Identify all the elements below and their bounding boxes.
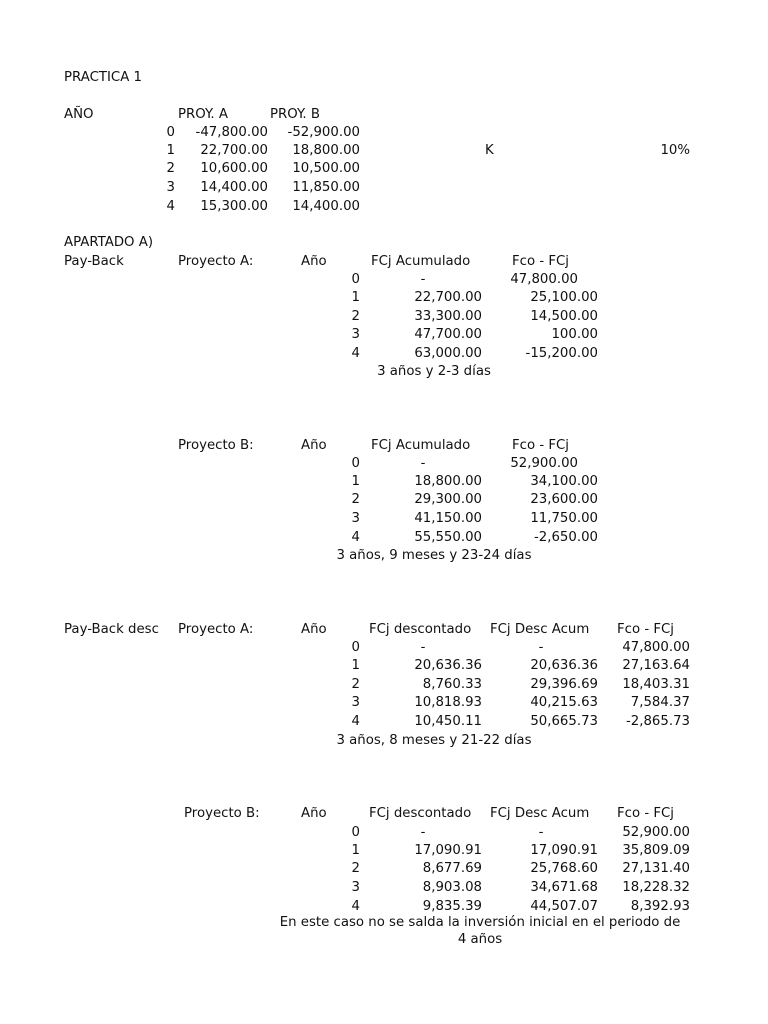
col-header-remaining: Fco - FCj bbox=[617, 622, 674, 637]
discounted-cell: 10,818.93 bbox=[414, 695, 482, 710]
remaining-cell: -2,650.00 bbox=[533, 530, 598, 545]
payback-desc-result-line-1: En este caso no se salda la inversión inicial en el periodo de bbox=[279, 915, 681, 930]
project-b-label: Proyecto B: bbox=[184, 806, 260, 821]
year-cell: 1 bbox=[351, 843, 360, 858]
proy-a-cell: 15,300.00 bbox=[200, 199, 268, 214]
remaining-cell: 18,228.32 bbox=[622, 880, 690, 895]
project-b-label: Proyecto B: bbox=[178, 438, 254, 453]
col-header-discounted-cumulative: FCj Desc Acum bbox=[490, 806, 590, 821]
payback-label: Pay-Back bbox=[64, 254, 124, 269]
discounted-cell: 17,090.91 bbox=[414, 843, 482, 858]
year-cell: 0 bbox=[351, 456, 360, 471]
discounted-cumulative-cell: 44,507.07 bbox=[530, 899, 598, 914]
cumulative-cell: 55,550.00 bbox=[414, 530, 482, 545]
discounted-cumulative-cell: 17,090.91 bbox=[530, 843, 598, 858]
year-cell: 2 bbox=[351, 677, 360, 692]
year-cell: 1 bbox=[351, 474, 360, 489]
year-cell: 1 bbox=[166, 143, 175, 158]
remaining-cell: 18,403.31 bbox=[622, 677, 690, 692]
remaining-cell: 23,600.00 bbox=[530, 492, 598, 507]
year-cell: 3 bbox=[351, 511, 360, 526]
discounted-cumulative-cell: - bbox=[538, 640, 544, 655]
discount-rate-label: K bbox=[485, 143, 494, 158]
cumulative-cell: 18,800.00 bbox=[414, 474, 482, 489]
remaining-cell: 7,584.37 bbox=[630, 695, 690, 710]
col-header-year: AÑO bbox=[64, 107, 94, 122]
discounted-cell: - bbox=[420, 825, 426, 840]
section-heading: APARTADO A) bbox=[64, 235, 154, 250]
year-cell: 3 bbox=[351, 695, 360, 710]
year-cell: 2 bbox=[351, 861, 360, 876]
proy-b-cell: 10,500.00 bbox=[292, 161, 360, 176]
proy-b-cell: -52,900.00 bbox=[287, 125, 360, 140]
project-a-label: Proyecto A: bbox=[178, 254, 254, 269]
year-cell: 0 bbox=[351, 825, 360, 840]
col-header-discounted-cumulative: FCj Desc Acum bbox=[490, 622, 590, 637]
payback-desc-label: Pay-Back desc bbox=[64, 622, 159, 637]
proy-a-cell: -47,800.00 bbox=[195, 125, 268, 140]
cumulative-cell: 22,700.00 bbox=[414, 290, 482, 305]
year-cell: 1 bbox=[351, 658, 360, 673]
year-cell: 0 bbox=[351, 272, 360, 287]
remaining-cell: 11,750.00 bbox=[530, 511, 598, 526]
cumulative-cell: - bbox=[420, 456, 426, 471]
payback-desc-result-line-2: 4 años bbox=[457, 932, 503, 947]
project-a-label: Proyecto A: bbox=[178, 622, 254, 637]
col-header-year: Año bbox=[301, 438, 327, 453]
col-header-remaining: Fco - FCj bbox=[617, 806, 674, 821]
discounted-cell: 8,760.33 bbox=[422, 677, 482, 692]
discounted-cumulative-cell: 40,215.63 bbox=[530, 695, 598, 710]
year-cell: 2 bbox=[351, 309, 360, 324]
cumulative-cell: - bbox=[420, 272, 426, 287]
year-cell: 4 bbox=[351, 899, 360, 914]
proy-b-cell: 14,400.00 bbox=[292, 199, 360, 214]
cumulative-cell: 41,150.00 bbox=[414, 511, 482, 526]
remaining-cell: 27,131.40 bbox=[622, 861, 690, 876]
year-cell: 2 bbox=[166, 161, 175, 176]
discounted-cell: 10,450.11 bbox=[414, 714, 482, 729]
discounted-cumulative-cell: 29,396.69 bbox=[530, 677, 598, 692]
remaining-cell: 52,900.00 bbox=[622, 825, 690, 840]
remaining-cell: 25,100.00 bbox=[530, 290, 598, 305]
proy-b-cell: 18,800.00 bbox=[292, 143, 360, 158]
col-header-discounted: FCj descontado bbox=[369, 806, 472, 821]
col-header-cumulative: FCj Acumulado bbox=[371, 438, 471, 453]
cumulative-cell: 47,700.00 bbox=[414, 327, 482, 342]
col-header-year: Año bbox=[301, 806, 327, 821]
year-cell: 3 bbox=[351, 327, 360, 342]
cumulative-cell: 33,300.00 bbox=[414, 309, 482, 324]
remaining-cell: 34,100.00 bbox=[530, 474, 598, 489]
col-header-cumulative: FCj Acumulado bbox=[371, 254, 471, 269]
remaining-cell: 47,800.00 bbox=[510, 272, 578, 287]
cumulative-cell: 29,300.00 bbox=[414, 492, 482, 507]
discounted-cell: 9,835.39 bbox=[422, 899, 482, 914]
payback-result: 3 años y 2-3 días bbox=[377, 364, 491, 379]
proy-a-cell: 14,400.00 bbox=[200, 180, 268, 195]
discount-rate-value: 10% bbox=[660, 143, 690, 158]
col-header-discounted: FCj descontado bbox=[369, 622, 472, 637]
remaining-cell: 100.00 bbox=[551, 327, 598, 342]
discounted-cell: 8,903.08 bbox=[422, 880, 482, 895]
year-cell: 1 bbox=[351, 290, 360, 305]
remaining-cell: -15,200.00 bbox=[525, 346, 598, 361]
col-header-proy-a: PROY. A bbox=[178, 107, 228, 122]
remaining-cell: 47,800.00 bbox=[622, 640, 690, 655]
year-cell: 2 bbox=[351, 492, 360, 507]
discounted-cumulative-cell: 25,768.60 bbox=[530, 861, 598, 876]
col-header-year: Año bbox=[301, 622, 327, 637]
year-cell: 4 bbox=[351, 346, 360, 361]
remaining-cell: 14,500.00 bbox=[530, 309, 598, 324]
col-header-remaining: Fco - FCj bbox=[512, 254, 569, 269]
col-header-remaining: Fco - FCj bbox=[512, 438, 569, 453]
year-cell: 0 bbox=[351, 640, 360, 655]
remaining-cell: 8,392.93 bbox=[630, 899, 690, 914]
proy-a-cell: 10,600.00 bbox=[200, 161, 268, 176]
payback-result: 3 años, 9 meses y 23-24 días bbox=[336, 548, 532, 563]
proy-a-cell: 22,700.00 bbox=[200, 143, 268, 158]
remaining-cell: 52,900.00 bbox=[510, 456, 578, 471]
year-cell: 3 bbox=[351, 880, 360, 895]
remaining-cell: 27,163.64 bbox=[622, 658, 690, 673]
year-cell: 0 bbox=[166, 125, 175, 140]
page-title: PRACTICA 1 bbox=[64, 70, 142, 85]
year-cell: 4 bbox=[166, 199, 175, 214]
remaining-cell: 35,809.09 bbox=[622, 843, 690, 858]
discounted-cell: 8,677.69 bbox=[422, 861, 482, 876]
proy-b-cell: 11,850.00 bbox=[292, 180, 360, 195]
discounted-cumulative-cell: 50,665.73 bbox=[530, 714, 598, 729]
year-cell: 3 bbox=[166, 180, 175, 195]
discounted-cumulative-cell: 20,636.36 bbox=[530, 658, 598, 673]
col-header-proy-b: PROY. B bbox=[270, 107, 320, 122]
discounted-cumulative-cell: 34,671.68 bbox=[530, 880, 598, 895]
payback-desc-result: 3 años, 8 meses y 21-22 días bbox=[336, 733, 532, 748]
cumulative-cell: 63,000.00 bbox=[414, 346, 482, 361]
remaining-cell: -2,865.73 bbox=[625, 714, 690, 729]
discounted-cell: 20,636.36 bbox=[414, 658, 482, 673]
year-cell: 4 bbox=[351, 530, 360, 545]
col-header-year: Año bbox=[301, 254, 327, 269]
year-cell: 4 bbox=[351, 714, 360, 729]
discounted-cell: - bbox=[420, 640, 426, 655]
discounted-cumulative-cell: - bbox=[538, 825, 544, 840]
